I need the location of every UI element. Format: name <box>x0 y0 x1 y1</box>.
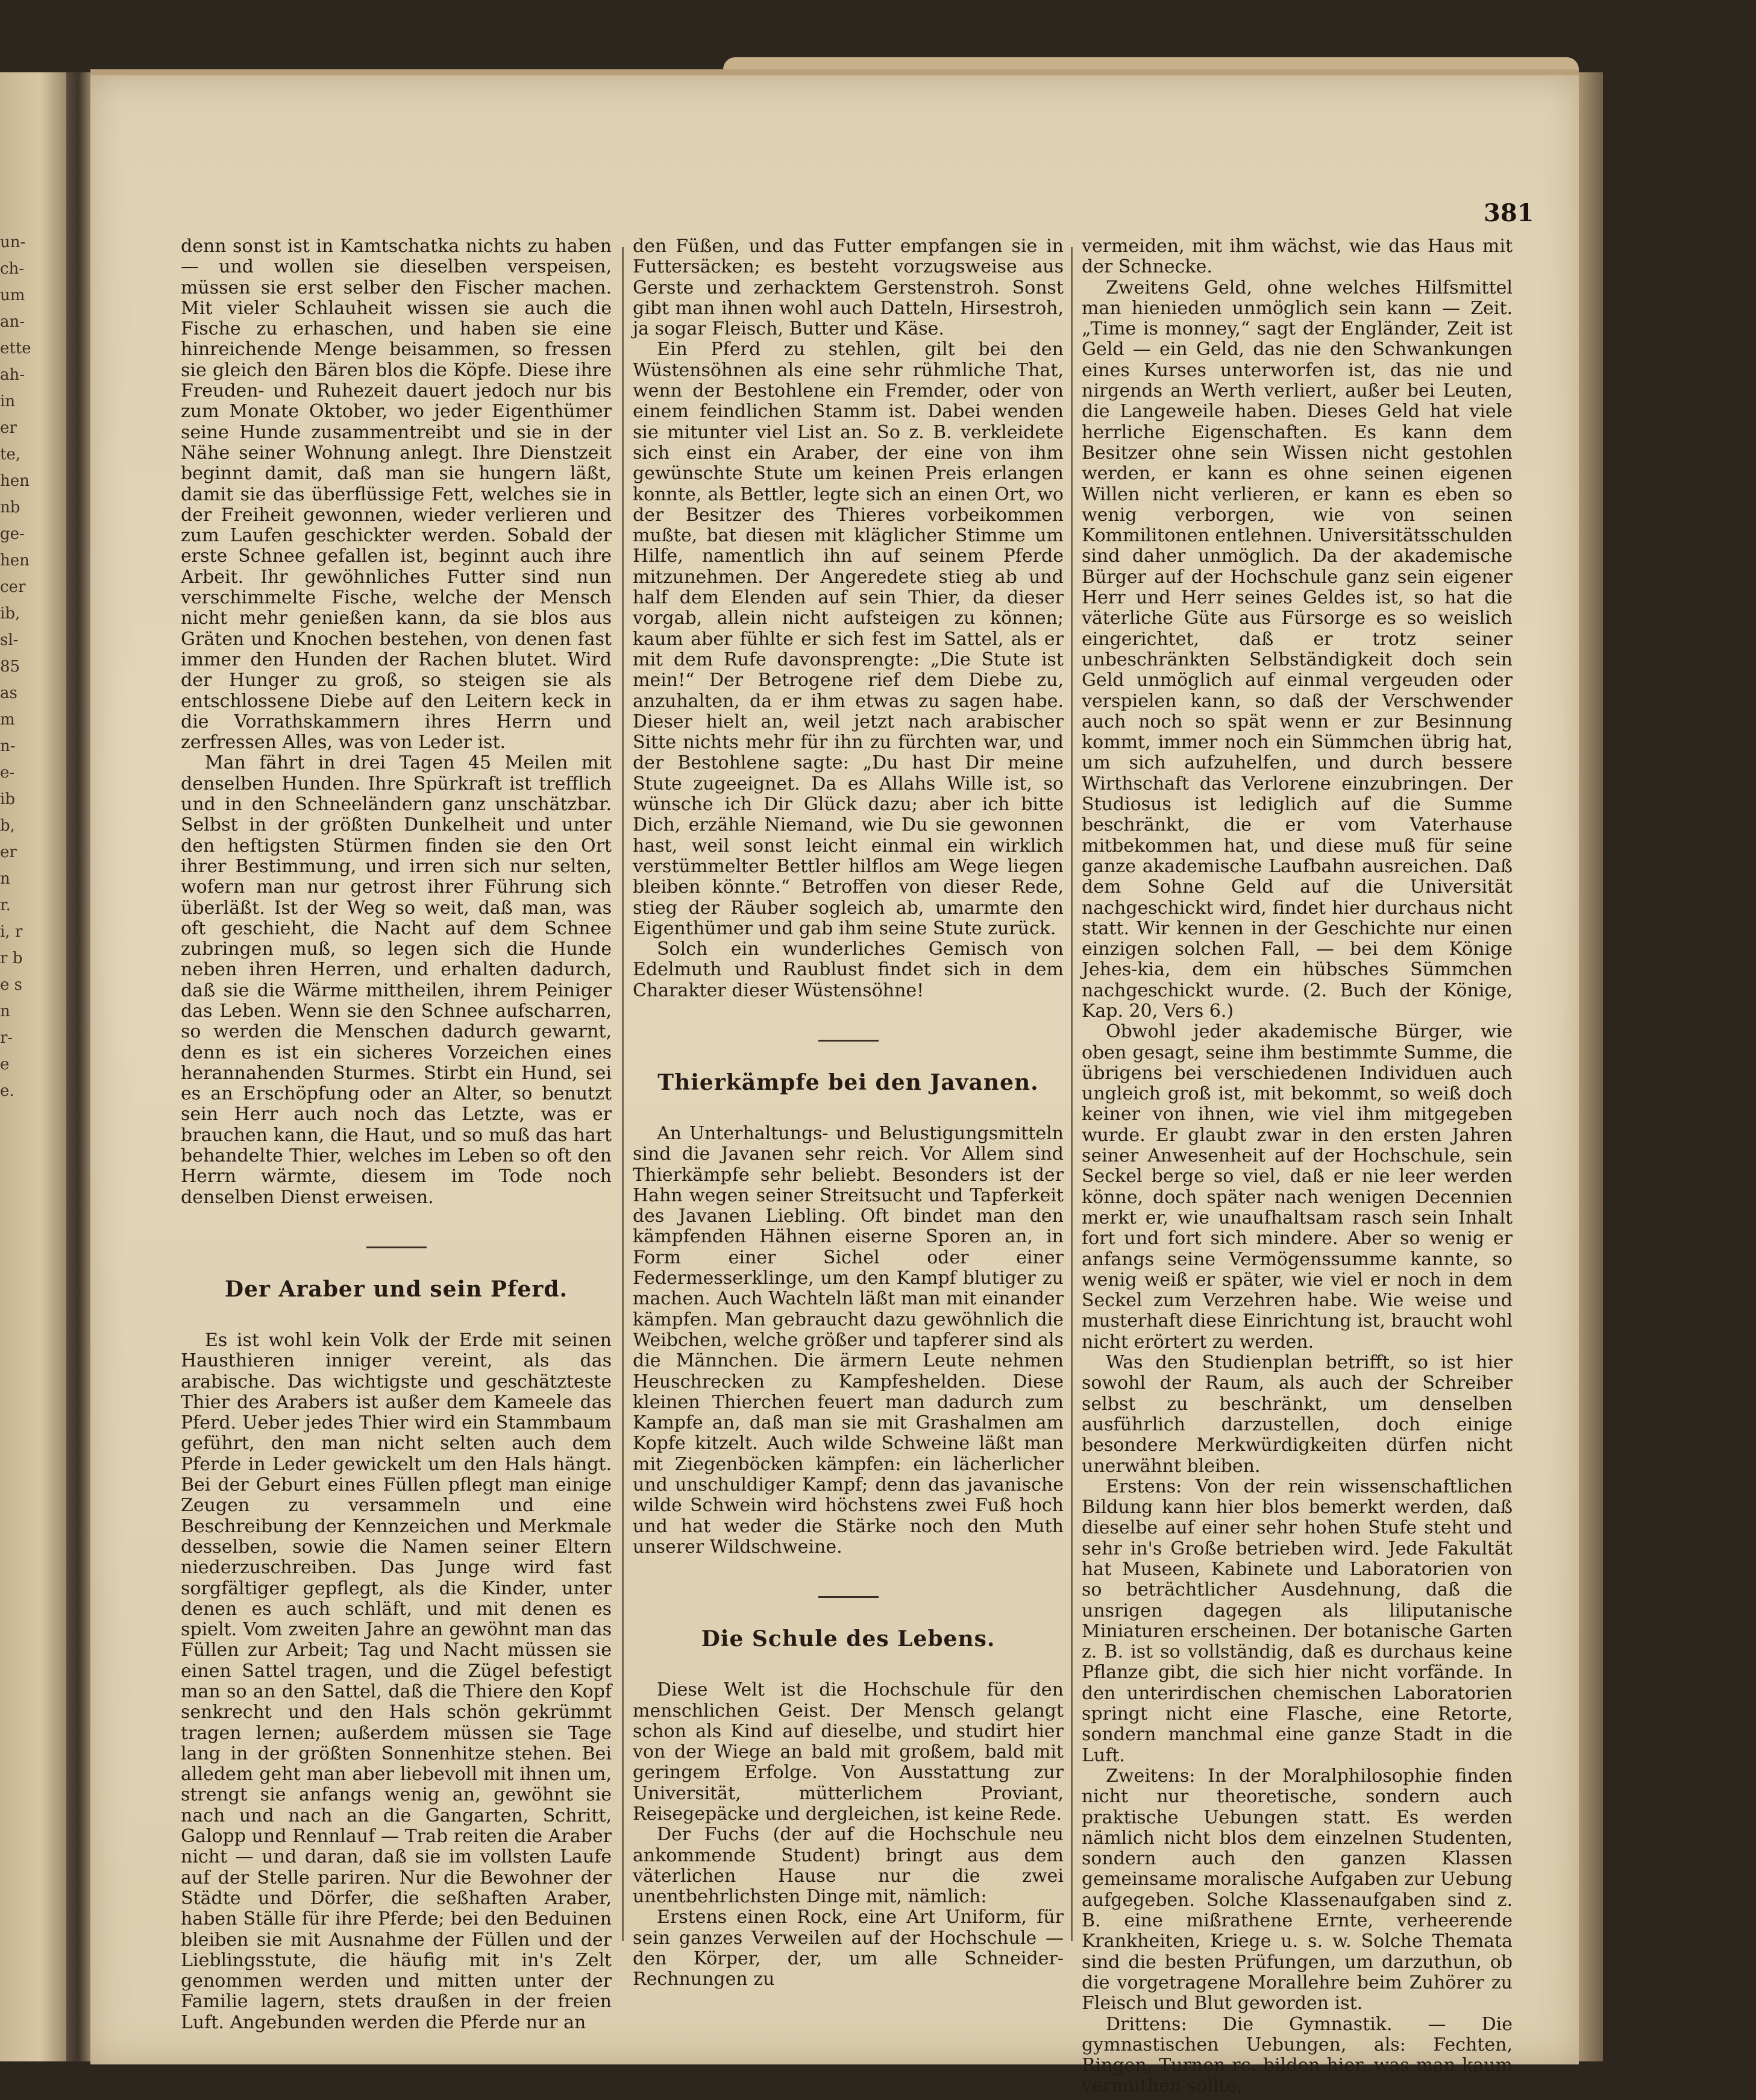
page-number: 381 <box>1484 199 1534 227</box>
paragraph: vermeiden, mit ihm wächst, wie das Haus mit der Schnecke. <box>1082 236 1513 278</box>
previous-page-edge <box>0 72 66 2061</box>
column-rule-1 <box>622 247 624 1941</box>
page-right-edge <box>1579 72 1603 2061</box>
paragraph: Was den Studienplan betrifft, so ist hier sowohl der Raum, als auch der Schreiber selbst zu beschränkt, um denselben ausführlich darzustellen, doch einige besondere Merkwürdigkeiten dürfen nicht unerwähnt bleiben. <box>1082 1352 1513 1477</box>
paragraph: Der Fuchs (der auf die Hochschule neu ankommende Student) bringt aus dem väterlichen Hause nur die zwei unentbehrlichsten Dinge mit, nämlich: <box>633 1824 1064 1908</box>
paragraph: den Füßen, und das Futter empfangen sie in Futtersäcken; es besteht vorzugsweise aus Gerste und zerhacktem Gerstenstroh. Sonst gibt man ihnen wohl auch Datteln, Hirsestroh, ja sogar Fleisch, Butter und Käse. <box>633 236 1064 340</box>
column-1 <box>181 236 612 2033</box>
paragraph: Es ist wohl kein Volk der Erde mit seinen Hausthieren inniger vereint, als das arabische. Das wichtigste und geschätzteste Thier des Arabers ist außer dem Kameele das Pferd. Ueber jedes Thier wird ein Stammbaum geführt, den man nicht selten auch dem Pferde in Leder gewickelt um den Hals hängt. Bei der Geburt eines Füllen pflegt man einige Zeugen zu versammeln und eine Beschreibung der Kennzeichen und Merkmale desselben, sowie die Namen seiner Eltern niederzuschreiben. Das Junge wird fast sorgfältiger gepflegt, als die Kinder, unter denen es auch schläft, und mit denen es spielt. Vom zweiten Jahre an gewöhnt man das Füllen zur Arbeit; Tag und Nacht müssen sie einen Sattel tragen, und die Zügel befestigt man so an den Sattel, daß die Thiere den Kopf senkrecht und den Hals schön gekrümmt tragen lernen; außerdem müssen sie Tage lang in der größten Sonnenhitze stehen. Bei alledem geht man aber liebevoll mit ihnen um, strengt sie anfangs wenig an, gewöhnt sie nach und nach an die Gangarten, Schritt, Galopp und Rennlauf — Trab reiten die Araber nicht — und daran, daß sie im vollsten Laufe auf der Stelle pariren. Nur die Bewohner der Städte und Dörfer, die seßhaften Araber, haben Ställe für ihre Pferde; bei den Beduinen bleiben sie mit Ausnahme der Füllen und der Lieblingsstute, die häufig mit in's Zelt genommen werden und mitten unter der Familie lagern, stets draußen in der freien Luft. Angebunden werden die Pferde nur an <box>181 1329 612 2033</box>
paragraph: Zweitens Geld, ohne welches Hilfsmittel man hienieden unmöglich sein kann — Zeit. „Time is monney,“ sagt der Engländer, Zeit ist Geld — ein Geld, das nie den Schwankungen eines Kurses unterworfen ist, das nie und nirgends an Werth verliert, außer bei Leuten, die Langeweile haben. Dieses Geld hat viele herrliche Eigenschaften. Es kann dem Besitzer ohne sein Wissen nicht gestohlen werden, er kann es ohne seinen eigenen Willen nicht verlieren, er kann es eben so wenig verborgen, wie von seinen Kommilitonen entlehnen. Universitätsschulden sind daher unmöglich. Da der akademische Bürger auf der Hochschule ganz sein eigener Herr und Herr seines Geldes ist, so hat die väterliche Güte aus Fürsorge es so weislich eingerichtet, daß er trotz seiner unbeschränkten Selbständigkeit doch sein Geld unmöglich auf einmal vergeuden oder verspielen kann, so daß der Verschwender auch noch so spät wenn er zur Besinnung kommt, immer noch ein Sümmchen übrig hat, um sich aufzuhelfen, und durch bessere Wirthschaft das Verlorene einzubringen. Der Studiosus ist lediglich auf die Summe beschränkt, die er vom Vaterhause mitbekommen hat, und diese muß für seine ganze akademische Laufbahn ausreichen. Daß dem Sohne Geld auf die Universität nachgeschickt wird, findet hier durchaus nicht statt. Wir kennen in der Geschichte nur einen einzigen solchen Fall, — bei dem Könige Jehes-kia, dem ein hübsches Sümmchen nachgeschickt wurde. (2. Buch der Könige, Kap. 20, Vers 6.) <box>1082 277 1513 1022</box>
paragraph: Drittens: Die Gymnastik. — Die gymnastischen Uebungen, als: Fechten, Ringen, Turnen rc. bilden hier, was man kaum vermuthen sollte, <box>1082 2013 1513 2097</box>
paragraph: Ein Pferd zu stehlen, gilt bei den Wüstensöhnen als eine sehr rühmliche That, wenn der Bestohlene ein Fremder, oder von einem feindlichen Stamm ist. Dabei wenden sie mitunter viel List an. So z. B. verkleidete sich einst ein Araber, der eine von ihm gewünschte Stute um keinen Preis erlangen konnte, als Bettler, legte sich an einen Ort, wo der Besitzer des Thieres vorbeikommen mußte, bat diesen mit kläglicher Stimme um Hilfe, namentlich ihn auf seinem Pferde mitzunehmen. Der Angeredete stieg ab und half dem Elenden auf sein Thier, da dieser vorgab, allein nicht aufsteigen zu können; kaum aber fühlte er sich fest im Sattel, als er mit dem Rufe davonsprengte: „Die Stute ist mein!“ Der Betrogene rief dem Diebe zu, anzuhalten, da er ihm etwas zu sagen habe. Dieser hielt an, weil jetzt nach arabischer Sitte nichts mehr für ihn zu fürchten war, und der Bestohlene sagte: „Du hast Dir meine Stute zugeeignet. Da es Allahs Wille ist, so wünsche ich Dir Glück dazu; aber ich bitte Dich, erzähle Niemand, wie Du sie gewonnen hast, weil sonst leicht einmal ein wirklich verstümmelter Bettler hilflos am Wege liegen bleiben könnte.“ Betroffen von dieser Rede, stieg der Räuber sogleich ab, umarmte den Eigenthümer und gab ihm seine Stute zurück. <box>633 339 1064 939</box>
article-heading: Der Araber und sein Pferd. <box>224 1276 568 1302</box>
article-heading: Thierkämpfe bei den Javanen. <box>657 1069 1039 1095</box>
paragraph: Erstens: Von der rein wissenschaftlichen Bildung kann hier blos bemerkt werden, daß dieselbe auf einer sehr hohen Stufe steht und sehr in's Große betrieben wird. Jede Fakultät hat Museen, Kabinete und Laboratorien von so beträchtlicher Ausdehnung, daß die unsrigen dagegen als liliputanische Miniaturen erscheinen. Der botanische Garten z. B. ist so vollständig, daß es durchaus keine Pflanze gibt, die sich hier nicht vorfände. In den unterirdischen chemischen Laboratorien springt nicht eine Flasche, eine Retorte, sondern manchmal eine ganze Stadt in die Luft. <box>1082 1476 1513 1766</box>
paragraph: Man fährt in drei Tagen 45 Meilen mit denselben Hunden. Ihre Spürkraft ist trefflich und in den Schneeländern ganz unschätzbar. Selbst in der größten Dunkelheit und unter den heftigsten Stürmen finden sie den Ort ihrer Bestimmung, und irren sich nur selten, wofern man nur getrost ihrer Führung sich überläßt. Ist der Weg so weit, daß man, was oft geschieht, die Nacht auf dem Schnee zubringen muß, so legen sich die Hunde neben ihren Herren, und erhalten dadurch, daß sie die Wärme mittheilen, ihrem Peiniger das Leben. Wenn sie den Schnee aufscharren, so werden die Menschen dadurch gewarnt, denn es ist ein sicheres Vorzeichen eines herannahenden Sturmes. Stirbt ein Hund, sei es an Erschöpfung oder an Alter, so benutzt sein Herr auch noch das Letzte, was er brauchen kann, die Haut, und so muß das hart behandelte Thier, welches im Leben so oft den Herrn wärmte, diesem im Tode noch denselben Dienst erweisen. <box>181 752 612 1208</box>
book-gutter <box>66 72 90 2061</box>
paragraph: An Unterhaltungs- und Belustigungsmitteln sind die Javanen sehr reich. Vor Allem sind Thierkämpfe sehr beliebt. Besonders ist der Hahn wegen seiner Streitsucht und Tapferkeit des Javanen Liebling. Oft bindet man den kämpfenden Hähnen eiserne Sporen an, in Form einer Sichel oder einer Federmesserklinge, um den Kampf blutiger zu machen. Auch Wachteln läßt man mit einander kämpfen. Man gebraucht dazu gewöhnlich die Weibchen, welche größer und tapferer sind als die Männchen. Die ärmern Leute nehmen Heuschrecken zu Kampfeshelden. Diese kleinen Thierchen feuert man dadurch zum Kampfe an, daß man sie mit Grashalmen am Kopfe kitzelt. Auch wilde Schweine läßt man mit Ziegenböcken kämpfen: ein lächerlicher und unschuldiger Kampf; denn das javanische wilde Schwein wird höchstens zwei Fuß hoch und hat weder die Stärke noch den Muth unserer Wildschweine. <box>633 1122 1064 1558</box>
paragraph: Erstens einen Rock, eine Art Uniform, für sein ganzes Verweilen auf der Hochschule — den Körper, der, um alle Schneider-Rechnungen zu <box>633 1907 1064 1990</box>
paragraph: Zweitens: In der Moralphilosophie finden nicht nur theoretische, sondern auch praktische Uebungen statt. Es werden nämlich nicht blos dem einzelnen Studenten, sondern auch den ganzen Klassen gemeinsame moralische Aufgaben zur Uebung aufgegeben. Solche Klassenaufgaben sind z. B. eine mißrathene Ernte, verheerende Krankheiten, Kriege u. s. w. Solche Themata sind die besten Prüfungen, um darzuthun, ob die vorgetragene Morallehre beim Zuhörer zu Fleisch und Blut geworden ist. <box>1082 1765 1513 2014</box>
article-heading: Die Schule des Lebens. <box>701 1626 996 1652</box>
paragraph: Solch ein wunderliches Gemisch von Edelmuth und Raublust findet sich in dem Charakter dieser Wüstensöhne! <box>633 938 1064 1001</box>
column-rule-2 <box>1071 247 1073 1941</box>
paragraph: Obwohl jeder akademische Bürger, wie oben gesagt, seine ihm bestimmte Summe, die übrigens bei verschiedenen Individuen auch ungleich groß ist, mit bekommt, so weiß doch keiner von ihnen, wie viel ihm mitgegeben wurde. Er glaubt zwar in den ersten Jahren seiner Anwesenheit auf der Hochschule, sein Seckel berge so viel, daß er nie leer werden könne, doch später nach wenigen Decennien merkt er, wie unaufhaltsam rasch sein Inhalt fort und fort sich mindere. Aber so wenig er anfangs seine Vermögenssumme kannte, so wenig weiß er später, wie viel er noch in dem Seckel zum Verzehren habe. Wie weise und musterhaft diese Einrichtung ist, braucht wohl nicht erörtert zu werden. <box>1082 1021 1513 1353</box>
paragraph: Diese Welt ist die Hochschule für den menschlichen Geist. Der Mensch gelangt schon als Kind auf dieselbe, und studirt hier von der Wiege an bald mit großem, bald mit geringem Erfolge. Von Ausstattung zur Universität, mütterlichem Proviant, Reisegepäcke und dergleichen, ist keine Rede. <box>633 1679 1064 1825</box>
paragraph: denn sonst ist in Kamtschatka nichts zu haben — und wollen sie dieselben verspeisen, müssen sie erst selber den Fischer machen. Mit vieler Schlauheit wissen sie auch die Fische zu erhaschen, und haben sie eine hinreichende Menge beisammen, so fressen sie gleich den Bären blos die Köpfe. Diese ihre Freuden- und Ruhezeit dauert jedoch nur bis zum Monate Oktober, wo jeder Eigenthümer seine Hunde zusammentreibt und sie in der Nähe seiner Wohnung anlegt. Ihre Dienstzeit beginnt damit, daß man sie hungern läßt, damit sie das überflüssige Fett, welches sie in der Freiheit gewonnen, wieder verlieren und zum Laufen geschickter werden. Sobald der erste Schnee gefallen ist, beginnt auch ihre Arbeit. Ihr gewöhnliches Futter sind nun verschimmelte Fische, welche der Mensch nicht mehr genießen kann, da sie blos aus Gräten und Knochen bestehen, von denen fast immer den Hunden der Rachen blutet. Wird der Hunger zu groß, so steigen sie als entschlossene Diebe auf den Leitern keck in die Vorrathskammern ihres Herrn und zerfressen Alles, was von Leder ist. <box>181 236 612 753</box>
column-3 <box>1082 236 1513 2097</box>
column-2 <box>633 236 1064 1990</box>
previous-page-fragments: un- ch- um an- ette ah- in er te, hen nb ge- hen cer ib, sl- 85 as m n- e- ib b, er n r. i, r r b e s n r- e e. <box>0 233 31 1100</box>
